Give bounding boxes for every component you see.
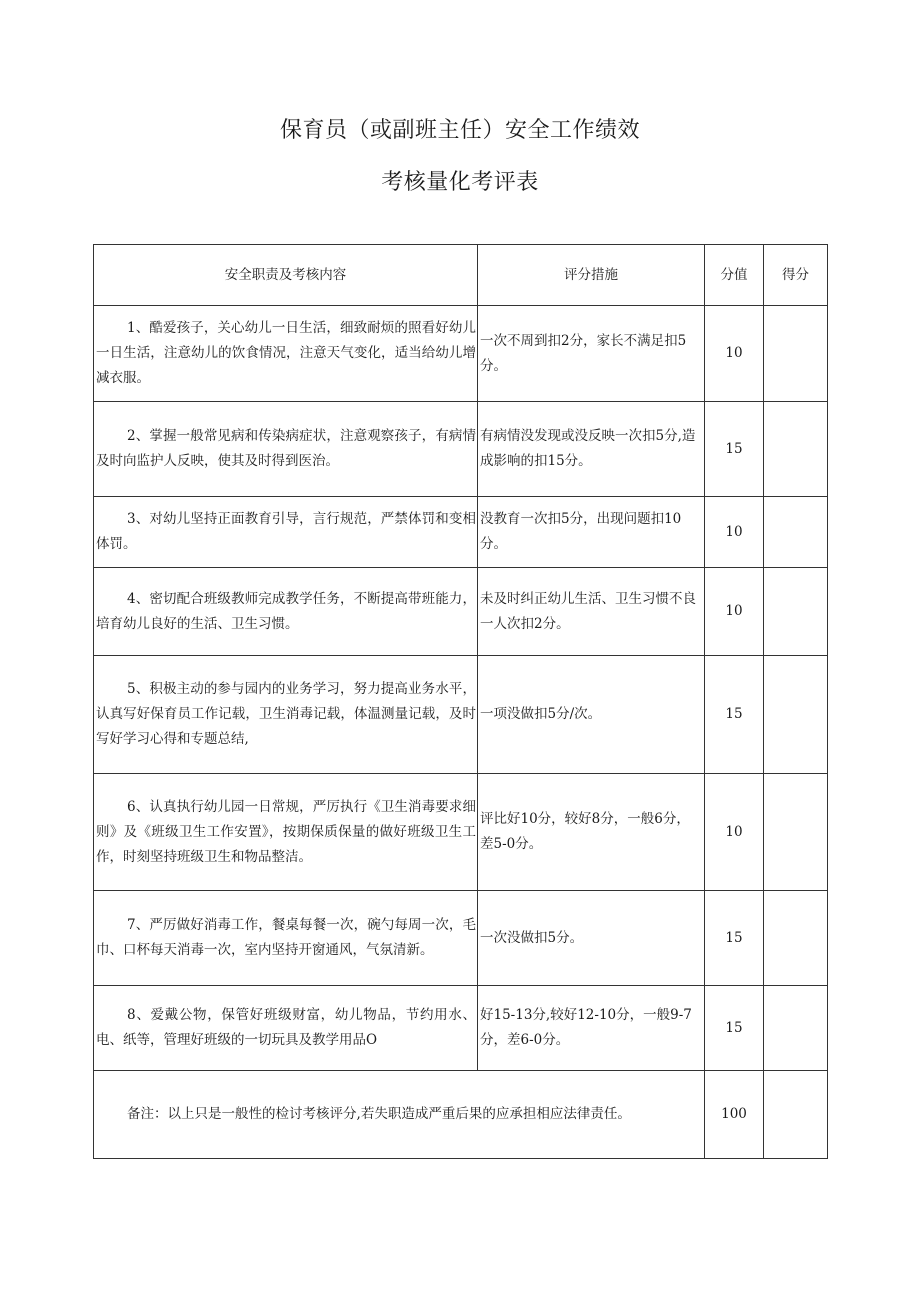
table-row [94, 497, 828, 568]
table-row [94, 402, 828, 497]
row-score: 15 [705, 402, 764, 497]
page-title-line2: 考核量化考评表 [381, 170, 539, 195]
row-score: 10 [705, 568, 764, 656]
note-text: 备注：以上只是一般性的检讨考核评分,若失职造成严重后果的应承担相应法律责任。 [94, 1071, 705, 1159]
row-content: 3、对幼儿坚持正面教育引导，言行规范，严禁体罚和变相体罚。 [94, 497, 478, 568]
note-row [94, 1071, 828, 1159]
row-measure: 一次没做扣5分。 [478, 891, 705, 986]
table-row [94, 306, 828, 402]
row-content: 5、积极主动的参与园内的业务学习，努力提高业务水平，认真写好保育员工作记载，卫生消毒记载，体温测量记载，及时写好学习心得和专题总结, [94, 656, 478, 774]
row-score: 15 [705, 986, 764, 1071]
row-measure: 一次不周到扣2分，家长不满足扣5分。 [478, 306, 705, 402]
row-got-cell[interactable] [764, 656, 828, 774]
row-measure: 没教育一次扣5分，出现问题扣10分。 [478, 497, 705, 568]
row-got-cell[interactable] [764, 402, 828, 497]
row-got-cell[interactable] [764, 568, 828, 656]
row-measure: 一项没做扣5分/次。 [478, 656, 705, 774]
header-row [94, 245, 828, 306]
header-measure: 评分措施 [478, 245, 705, 306]
table-row [94, 774, 828, 891]
row-content: 1、酷爱孩子，关心幼儿一日生活，细致耐烦的照看好幼儿一日生活，注意幼儿的饮食情况，注意天气变化，适当给幼儿增减衣服。 [94, 306, 478, 402]
row-score: 15 [705, 656, 764, 774]
row-got-cell[interactable] [764, 497, 828, 568]
row-measure: 有病情没发现或没反映一次扣5分,造成影响的扣15分。 [478, 402, 705, 497]
row-content: 7、严厉做好消毒工作，餐桌每餐一次，碗勺每周一次，毛巾、口杯每天消毒一次，室内坚持开窗通风，气氛清新。 [94, 891, 478, 986]
page-title-line1: 保育员（或副班主任）安全工作绩效 [279, 118, 640, 143]
row-score: 10 [705, 774, 764, 891]
total-got-cell[interactable] [764, 1071, 828, 1159]
row-got-cell[interactable] [764, 306, 828, 402]
row-content: 2、掌握一般常见病和传染病症状，注意观察孩子，有病情及时向监护人反映，使其及时得到医治。 [94, 402, 478, 497]
row-measure: 好15-13分,较好12-10分，一般9-7分，差6-0分。 [478, 986, 705, 1071]
row-score: 10 [705, 497, 764, 568]
header-score: 分值 [705, 245, 764, 306]
row-got-cell[interactable] [764, 774, 828, 891]
row-got-cell[interactable] [764, 986, 828, 1071]
table-row [94, 568, 828, 656]
row-measure: 评比好10分，较好8分，一般6分，差5-0分。 [478, 774, 705, 891]
table-row [94, 986, 828, 1071]
row-content: 6、认真执行幼儿园一日常规，严厉执行《卫生消毒要求细则》及《班级卫生工作安置》，按期保质保量的做好班级卫生工作，时刻坚持班级卫生和物品整洁。 [94, 774, 478, 891]
table-row [94, 656, 828, 774]
row-measure: 未及时纠正幼儿生活、卫生习惯不良一人次扣2分。 [478, 568, 705, 656]
header-got: 得分 [764, 245, 828, 306]
row-got-cell[interactable] [764, 891, 828, 986]
row-score: 10 [705, 306, 764, 402]
total-score: 100 [705, 1071, 764, 1159]
header-content: 安全职责及考核内容 [94, 245, 478, 306]
table-row [94, 891, 828, 986]
row-score: 15 [705, 891, 764, 986]
assessment-table [93, 244, 828, 1159]
row-content: 8、爱戴公物，保管好班级财富，幼儿物品，节约用水、电、纸等，管理好班级的一切玩具及教学用品O [94, 986, 478, 1071]
row-content: 4、密切配合班级教师完成教学任务，不断提高带班能力，培育幼儿良好的生活、卫生习惯。 [94, 568, 478, 656]
